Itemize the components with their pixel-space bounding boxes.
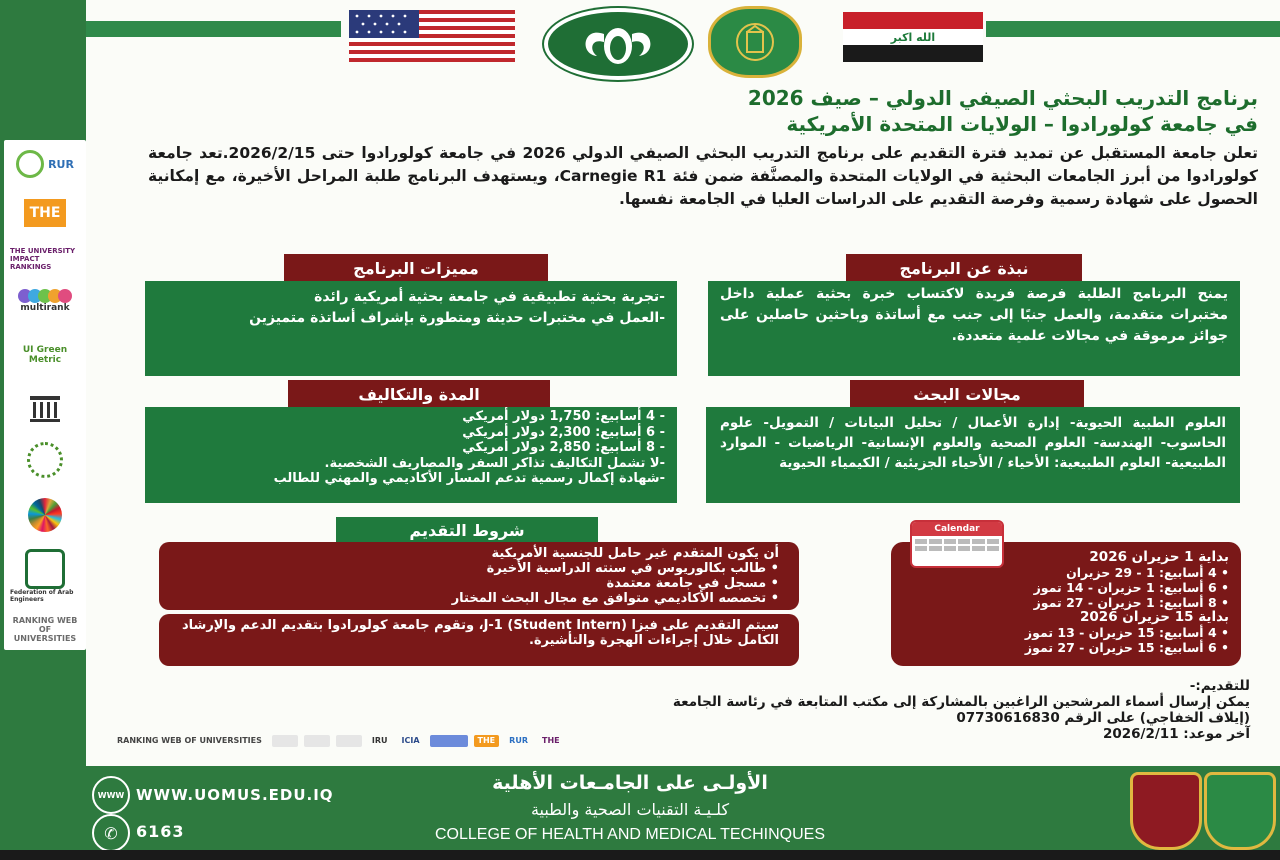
footer-bottom-bar xyxy=(0,850,1280,860)
costs-box xyxy=(145,407,677,503)
ranking-logo-icon xyxy=(336,735,362,747)
iraq-flag-text: الله اكبر xyxy=(843,29,983,45)
university-seal-icon xyxy=(708,6,802,78)
calendar-icon-label: Calendar xyxy=(912,522,1002,536)
top-green-bar-left xyxy=(86,21,341,37)
ranking-logo: THE xyxy=(474,735,500,747)
costs-item: - 4 أسابيع: 1,750 دولار أمريكي xyxy=(462,409,665,424)
college-shield-icon xyxy=(1130,772,1202,850)
multirank-logo xyxy=(10,280,80,322)
ram-icon xyxy=(573,20,663,68)
calendar-icon xyxy=(910,520,1004,568)
calendar-start1: بداية 1 حزيران 2026 xyxy=(1089,549,1229,565)
footer-website[interactable]: WWW.UOMUS.EDU.IQ xyxy=(136,786,334,804)
institution-icon xyxy=(10,390,80,428)
ranking-logo: THE xyxy=(541,736,560,745)
features-box xyxy=(145,281,677,376)
multirank-text: multirank xyxy=(20,303,70,313)
apply-heading: للتقديم:- xyxy=(1189,678,1250,694)
ranking-logo-icon xyxy=(430,735,468,747)
footer-english: COLLEGE OF HEALTH AND MEDICAL TECHINQUES xyxy=(434,826,825,843)
iraq-flag-icon xyxy=(843,12,983,62)
university-shield-icon xyxy=(1204,772,1276,850)
ranking-logo: RANKING WEB OF UNIVERSITIES xyxy=(117,736,262,745)
research-text: العلوم الطبية الحيوية- إدارة الأعمال / تحليل البيانات / التمويل- علوم الحاسوب- الهندسة- العلوم الصحية والعلوم الإنسانية- الرياضيات - الموارد الطبيعية- العلوم الطبيعية: الأحياء / الأحياء الجزيئية / الكيمياء الحيوية xyxy=(720,415,1226,471)
bottom-ranking-strip xyxy=(110,734,730,748)
top-green-bar-right xyxy=(986,21,1280,37)
ranking-logo: IRU xyxy=(371,736,388,745)
apply-line2: (إيلاف الخفاجي) على الرقم 07730616830 xyxy=(956,710,1250,726)
announcement-poster xyxy=(86,0,1280,766)
the-impact-text: THE UNIVERSITY IMPACT RANKINGS xyxy=(10,247,76,271)
calendar-item: • 8 أسابيع: 1 حزيران - 27 تموز xyxy=(1033,595,1229,610)
ranking-logo: RUR xyxy=(509,736,528,745)
costs-item: -لا تشمل التكاليف تذاكر السفر والمصاريف الشخصية. xyxy=(324,455,665,471)
features-item: -تجربة بحثية تطبيقية في جامعة بحثية أمريكية رائدة xyxy=(314,289,665,305)
apply-deadline: آخر موعد: 2026/2/11 xyxy=(1102,726,1250,742)
the-logo-text: THE xyxy=(24,199,67,227)
conditions-item: أن يكون المتقدم غير حامل للجنسية الأمريكية xyxy=(491,546,779,561)
visa-text: سيتم التقديم على فيزا J-1 (Student Intern)، وتقوم جامعة كولورادوا بتقديم الدعم والإرشاد الكامل خلال إجراءات الهجرة والتأشيرة. xyxy=(181,618,779,648)
conditions-item: • تخصصه الأكاديمي متوافق مع مجال البحث المختار xyxy=(451,591,779,606)
ranking-logo: ICIA xyxy=(401,736,420,745)
about-tab: نبذة عن البرنامج xyxy=(846,254,1082,282)
features-tab: مميزات البرنامج xyxy=(284,254,548,282)
costs-item: -شهادة إكمال رسمية تدعم المسار الأكاديمي والمهني للطالب xyxy=(273,471,665,486)
webometrics-text: RANKING WEB OF UNIVERSITIES xyxy=(12,615,78,643)
costs-tab: المدة والتكاليف xyxy=(288,380,550,408)
phone-icon: ✆ xyxy=(92,814,130,852)
calendar-item: • 4 أسابيع: 15 حزيران - 13 تموز xyxy=(1024,625,1229,640)
research-box xyxy=(706,407,1240,503)
calendar-item: • 6 أسابيع: 15 حزيران - 27 تموز xyxy=(1024,640,1229,655)
greenmetric-text: UI Green Metric xyxy=(22,345,68,365)
conditions-item: • طالب بكالوريوس في سنته الدراسية الأخيرة xyxy=(486,561,779,576)
colorado-university-logo xyxy=(544,8,692,80)
footer xyxy=(0,766,1280,860)
footer-arabic-line1: الأولـى على الجامـعات الأهلية xyxy=(492,772,768,794)
greenmetric-logo xyxy=(10,334,80,376)
arab-rankings-logo xyxy=(10,438,80,482)
title-line-2: في جامعة كولورادوا – الولايات المتحدة الأمريكية xyxy=(786,112,1258,136)
usa-flag-icon xyxy=(349,10,515,62)
conditions-box xyxy=(159,542,799,610)
about-box xyxy=(708,281,1240,376)
intro-paragraph: تعلن جامعة المستقبل عن تمديد فترة التقديم على برنامج التدريب البحثي الصيفي الدولي 2026 في جامعة كولورادوا حتى 2026/2/15.تعد جامعة كولورادوا من أبرز الجامعات البحثية في الولايات المتحدة والمصنَّفة ضمن فئة Carnegie R1، ويستهدف البرنامج طلبة المراحل الأخيرة، مع إمكانية الحصول على شهادة رسمية وفرصة التقديم على الدراسات العليا في الجامعة نفسها. xyxy=(148,144,1259,208)
rankings-panel xyxy=(4,140,86,650)
apply-line1: يمكن إرسال أسماء المرشحين الراغبين بالمشاركة إلى مكتب المتابعة في رئاسة الجامعة xyxy=(672,694,1250,710)
calendar-start2: بداية 15 حزيران 2026 xyxy=(1080,609,1229,625)
title-line-1: برنامج التدريب البحثي الصيفي الدولي – صيف 2026 xyxy=(747,86,1258,110)
arab-engineers-logo xyxy=(10,544,80,608)
costs-item: - 6 أسابيع: 2,300 دولار أمريكي xyxy=(462,424,665,440)
web-icon: WWW xyxy=(92,776,130,814)
footer-phone[interactable]: 6163 xyxy=(136,822,185,841)
costs-item: - 8 أسابيع: 2,850 دولار أمريكي xyxy=(462,440,665,455)
ranking-logo-icon xyxy=(272,735,298,747)
calendar-item: • 4 أسابيع: 1 - 29 حزيران xyxy=(1066,565,1229,580)
rur-logo-text: RUR xyxy=(48,157,74,171)
conditions-tab: شروط التقديم xyxy=(336,517,598,543)
ranking-logo-icon xyxy=(304,735,330,747)
the-impact-logo xyxy=(10,244,80,274)
visa-box xyxy=(159,614,799,666)
features-item: -العمل في مختبرات حديثة ومتطورة بإشراف أساتذة متميزين xyxy=(249,310,665,326)
calendar-item: • 6 أسابيع: 1 حزيران - 14 تموز xyxy=(1033,580,1229,595)
footer-arabic-line2: كلـيـة التقنيات الصحية والطبية xyxy=(530,800,730,819)
the-logo xyxy=(10,194,80,232)
research-tab: مجالات البحث xyxy=(850,380,1084,408)
sdg-logo xyxy=(10,494,80,536)
conditions-item: • مسجل في جامعة معتمدة xyxy=(606,576,779,591)
arab-engineers-text: Federation of Arab Engineers xyxy=(10,589,74,603)
webometrics-logo xyxy=(10,616,80,642)
about-text: يمنح البرنامج الطلبة فرصة فريدة لاكتساب خبرة بحثية عملية داخل مختبرات متقدمة، والعمل جنبًا إلى جنب مع أساتذة وباحثين حاصلين على جوائز مرموقة في مجالات علمية متعددة. xyxy=(720,286,1228,344)
rur-logo xyxy=(10,146,80,182)
apply-section xyxy=(350,678,1250,742)
